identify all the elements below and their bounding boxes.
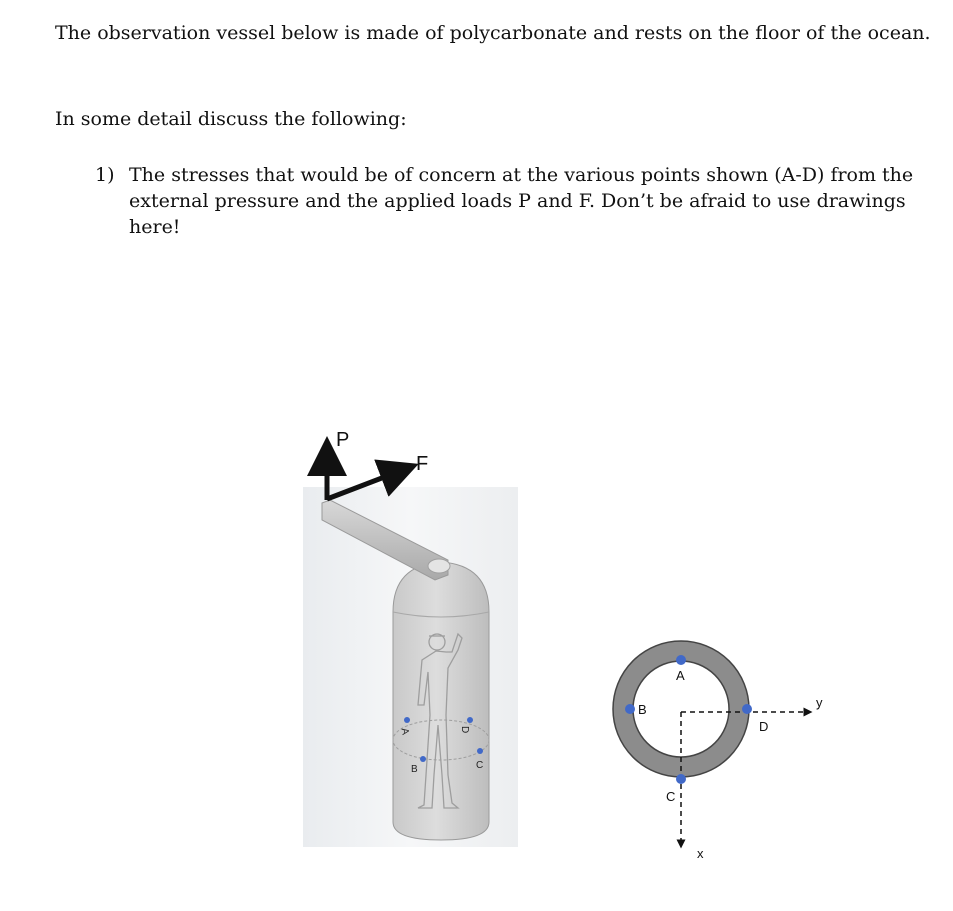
vessel-label-d: D bbox=[459, 726, 470, 734]
section-point-c-marker bbox=[676, 774, 686, 784]
vessel-point-d-marker bbox=[467, 717, 473, 723]
vessel-label-c: C bbox=[476, 760, 484, 771]
vessel-point-a-marker bbox=[404, 717, 410, 723]
vessel-point-c-marker bbox=[477, 748, 483, 754]
section-point-d-marker bbox=[742, 704, 752, 714]
cross-section-figure bbox=[613, 641, 823, 861]
question-number: 1) bbox=[95, 164, 115, 186]
intro-paragraph: The observation vessel below is made of polycarbonate and rests on the floor of the ocean. bbox=[55, 22, 931, 44]
section-point-b-marker bbox=[625, 704, 635, 714]
vessel-figure bbox=[303, 429, 518, 847]
vessel-point-b-marker bbox=[420, 756, 426, 762]
question-text: The stresses that would be of concern at the various points shown (A-D) from the external pressure and the applied loads P and F. Don’t be afraid to use drawings here! bbox=[129, 164, 914, 238]
section-label-d: D bbox=[759, 719, 769, 734]
arm-joint bbox=[428, 559, 450, 573]
vessel-label-a: A bbox=[398, 727, 411, 736]
load-p-label: P bbox=[336, 429, 350, 451]
vessel-label-b: B bbox=[411, 764, 418, 775]
axis-x-label: x bbox=[697, 846, 704, 861]
prompt-paragraph: In some detail discuss the following: bbox=[55, 108, 407, 130]
section-label-c: C bbox=[666, 789, 676, 804]
section-point-a-marker bbox=[676, 655, 686, 665]
section-label-a: A bbox=[676, 668, 685, 683]
section-label-b: B bbox=[638, 702, 647, 717]
axis-y-label: y bbox=[816, 695, 823, 710]
load-f-label: F bbox=[416, 453, 429, 475]
vessel-body bbox=[393, 562, 489, 840]
